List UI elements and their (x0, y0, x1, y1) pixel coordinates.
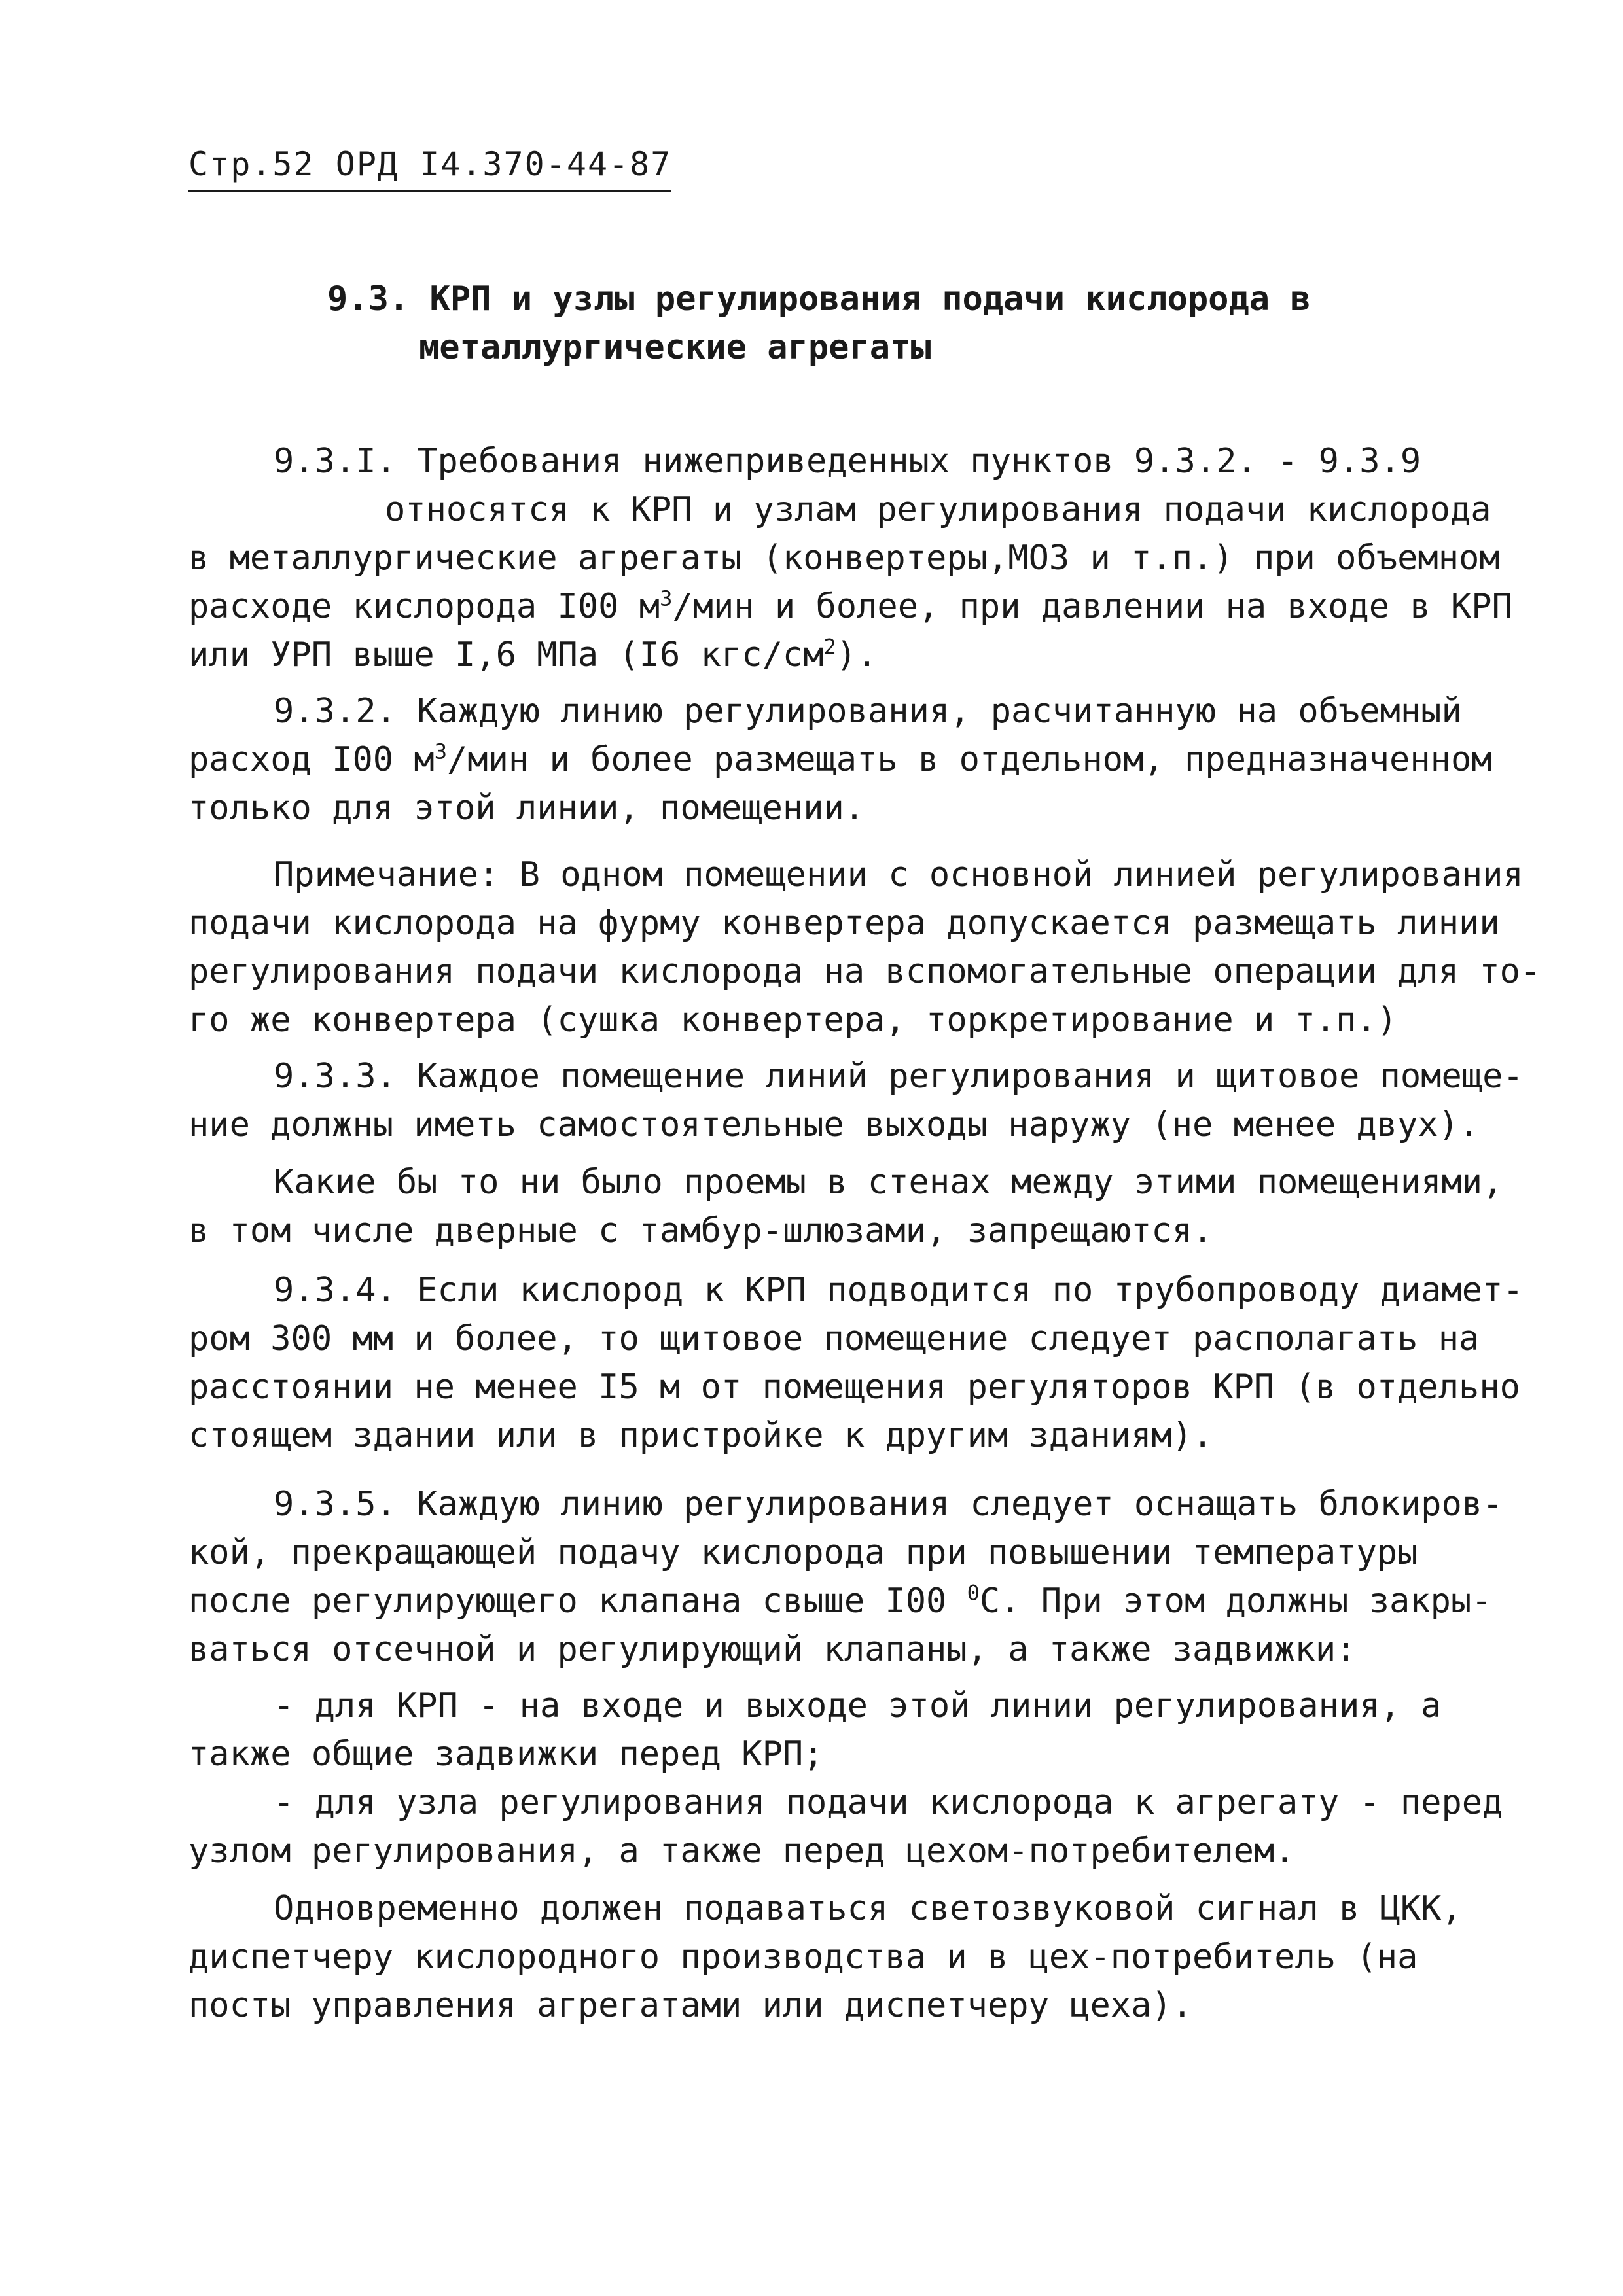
text-line: го же конвертера (сушка конвертера, торкретирование и т.п.) (188, 1000, 1398, 1040)
text-line: в том числе дверные с тамбур-шлюзами, запрещаются. (188, 1211, 1213, 1250)
text-line: посты управления агрегатами или диспетчеру цеха). (188, 1986, 1193, 2025)
note-block (188, 851, 1541, 1044)
superscript: 3 (434, 739, 447, 764)
text-line: Какие бы то ни было проемы в стенах между этими помещениями, (274, 1163, 1503, 1202)
clause-9-3-5 (188, 1480, 1503, 2030)
text-fragment: /мин и более, при давлении на входе в КРП (672, 587, 1512, 626)
list-item: - для КРП - на входе и выходе этой линии регулирования, а (274, 1686, 1442, 1725)
text-line (188, 1577, 1492, 1625)
clause-9-3-2 (188, 687, 1492, 832)
text-line: 9.3.I. Требования нижеприведенных пунктов 9.3.2. - 9.3.9 (274, 442, 1421, 481)
text-line: только для этой линии, помещении. (188, 788, 865, 828)
section-title (327, 275, 1479, 372)
text-line: кой, прекращающей подачу кислорода при повышении температуры (188, 1533, 1418, 1572)
text-line: также общие задвижки перед КРП; (188, 1735, 824, 1774)
clause-9-3-4 (188, 1266, 1524, 1460)
text-line: ваться отсечной и регулирующий клапаны, а также задвижки: (188, 1630, 1357, 1669)
section-title-line-1: 9.3. КРП и узлы регулирования подачи кислорода в (327, 279, 1311, 319)
list-item: - для узла регулирования подачи кислорода к агрегату - перед (274, 1783, 1503, 1822)
text-line: 9.3.2. Каждую линию регулирования, расчитанную на объемный (274, 692, 1462, 731)
text-line (188, 735, 1492, 784)
clause-9-3-1 (188, 437, 1512, 679)
text-line (188, 631, 1458, 679)
text-line: стоящем здании или в пристройке к другим зданиям). (188, 1416, 1213, 1455)
text-line: относятся к КРП и узлам регулирования подачи кислорода (385, 490, 1491, 529)
text-fragment: расход I00 м (188, 740, 435, 779)
text-line: 9.3.4. Если кислород к КРП подводится по трубопроводу диамет- (274, 1271, 1524, 1310)
text-line: 9.3.3. Каждое помещение линий регулирования и щитовое помеще- (274, 1057, 1524, 1096)
text-line: расстоянии не менее I5 м от помещения регуляторов КРП (в отдельно (188, 1368, 1520, 1407)
text-fragment: после регулирующего клапана свыше I00 (188, 1581, 967, 1621)
text-fragment: С. При этом должны закры- (979, 1581, 1492, 1621)
text-line: узлом регулирования, а также перед цехом-потребителем. (188, 1831, 1295, 1871)
text-line: в металлургические агрегаты (конвертеры,МОЗ и т.п.) при объемном (188, 539, 1500, 578)
text-line (188, 582, 1512, 631)
text-fragment: ). (836, 635, 878, 675)
text-fragment: или УРП выше I,6 МПа (I6 кгс/см (188, 635, 824, 675)
page-header: Стр.52 ОРД I4.370-44-87 (188, 140, 671, 192)
text-line: 9.3.5. Каждую линию регулирования следует оснащать блокиров- (274, 1485, 1503, 1524)
clause-9-3-3 (188, 1052, 1524, 1255)
text-line: Примечание: В одном помещении с основной линией регулирования (274, 855, 1524, 894)
text-fragment: /мин и более размещать в отдельном, предназначенном (446, 740, 1492, 779)
text-line: ние должны иметь самостоятельные выходы наружу (не менее двух). (188, 1105, 1480, 1144)
text-line: диспетчеру кислородного производства и в цех-потребитель (на (188, 1937, 1418, 1977)
text-line: ром 300 мм и более, то щитовое помещение следует располагать на (188, 1319, 1480, 1358)
superscript: 3 (660, 586, 673, 611)
superscript: 0 (967, 1580, 980, 1606)
text-line: подачи кислорода на фурму конвертера допускается размещать линии (188, 904, 1500, 943)
text-line: Одновременно должен подаваться светозвуковой сигнал в ЦКК, (274, 1889, 1462, 1928)
text-fragment: расходе кислорода I00 м (188, 587, 660, 626)
text-line: регулирования подачи кислорода на вспомогательные операции для то- (188, 952, 1541, 991)
section-title-line-2: металлургические агрегаты (419, 328, 931, 367)
superscript: 2 (823, 634, 836, 660)
